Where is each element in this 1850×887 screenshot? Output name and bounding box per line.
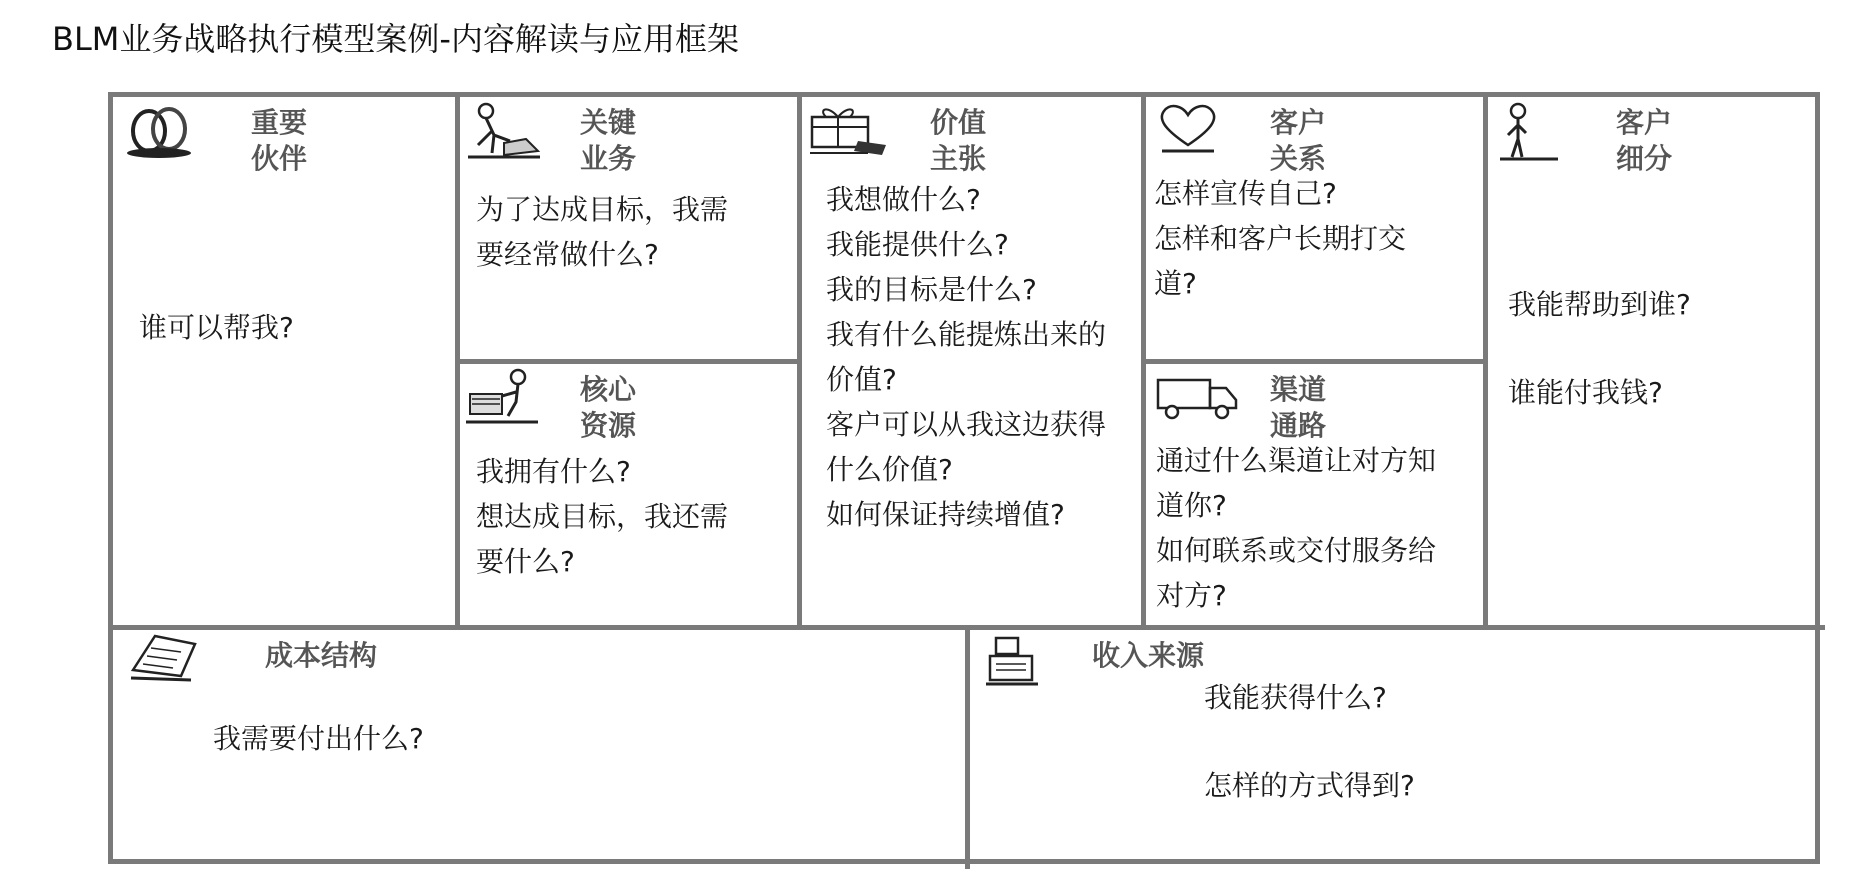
question-text: 什么价值? [826, 453, 953, 486]
gift-box-icon [808, 103, 890, 159]
question-text: 怎样和客户长期打交 [1154, 222, 1407, 255]
block-key-activities [460, 97, 797, 359]
block-title-line: 渠道 [1270, 373, 1327, 406]
question-text: 要经常做什么? [476, 238, 659, 271]
block-title-line: 细分 [1616, 142, 1673, 175]
delivery-truck-icon [1154, 370, 1240, 426]
block-title-line: 核心 [580, 373, 637, 406]
page-title: BLM业务战略执行模型案例-内容解读与应用框架 [52, 20, 739, 58]
block-title-line: 业务 [580, 142, 637, 175]
question-text: 我拥有什么? [476, 455, 631, 488]
question-text: 谁可以帮我? [139, 311, 294, 344]
question-text: 要什么? [476, 545, 575, 578]
question-text: 如何保证持续增值? [826, 498, 1065, 531]
block-customer-relationships [1146, 97, 1483, 359]
question-text: 道你? [1156, 489, 1227, 522]
block-title-line: 价值 [930, 106, 987, 139]
heart-icon [1154, 103, 1224, 155]
question-text: 我需要付出什么? [213, 722, 424, 755]
question-text: 如何联系或交付服务给 [1156, 534, 1437, 567]
question-text: 我能提供什么? [826, 228, 1009, 261]
block-title-line: 关系 [1270, 142, 1327, 175]
question-text: 怎样的方式得到? [1204, 769, 1415, 802]
block-title-text: 成本结构 [265, 639, 378, 672]
worker-kneeling-icon [464, 101, 542, 161]
block-cost-structure [113, 630, 965, 864]
question-text: 我想做什么? [826, 183, 981, 216]
question-text: 我的目标是什么? [826, 273, 1037, 306]
block-key-resources [460, 364, 797, 625]
chain-links-icon [123, 103, 197, 159]
cash-register-icon [982, 630, 1046, 690]
standing-person-icon [1494, 101, 1564, 165]
block-title-line: 主张 [930, 142, 987, 175]
question-text: 我能帮助到谁? [1508, 288, 1691, 321]
question-text: 通过什么渠道让对方知 [1156, 444, 1437, 477]
question-text: 我有什么能提炼出来的 [826, 318, 1107, 351]
block-value-proposition [802, 97, 1141, 625]
question-text: 客户可以从我这边获得 [826, 408, 1107, 441]
question-text: 怎样宣传自己? [1154, 177, 1337, 210]
block-revenue-streams [970, 630, 1820, 864]
block-title-line: 资源 [580, 409, 637, 442]
block-title-line: 客户 [1270, 106, 1327, 139]
question-text: 想达成目标，我还需 [476, 500, 729, 533]
forklift-worker-icon [464, 368, 542, 428]
block-title-line: 关键 [580, 106, 637, 139]
receipt-paper-icon [125, 630, 205, 684]
block-title-line: 重要 [251, 106, 308, 139]
block-title-line: 客户 [1616, 106, 1673, 139]
block-title-line: 伙伴 [251, 142, 308, 175]
block-channels [1146, 364, 1483, 625]
question-text: 价值? [826, 363, 897, 396]
question-text: 道? [1154, 267, 1197, 300]
business-model-canvas [108, 92, 1820, 864]
question-text: 为了达成目标，我需 [476, 193, 729, 226]
block-customer-segments [1488, 97, 1820, 625]
question-text: 对方? [1156, 579, 1227, 612]
block-title-text: 收入来源 [1092, 639, 1205, 672]
question-text: 谁能付我钱? [1508, 376, 1663, 409]
block-key-partners [113, 97, 455, 625]
block-title-line: 通路 [1270, 409, 1327, 442]
question-text: 我能获得什么? [1204, 681, 1387, 714]
